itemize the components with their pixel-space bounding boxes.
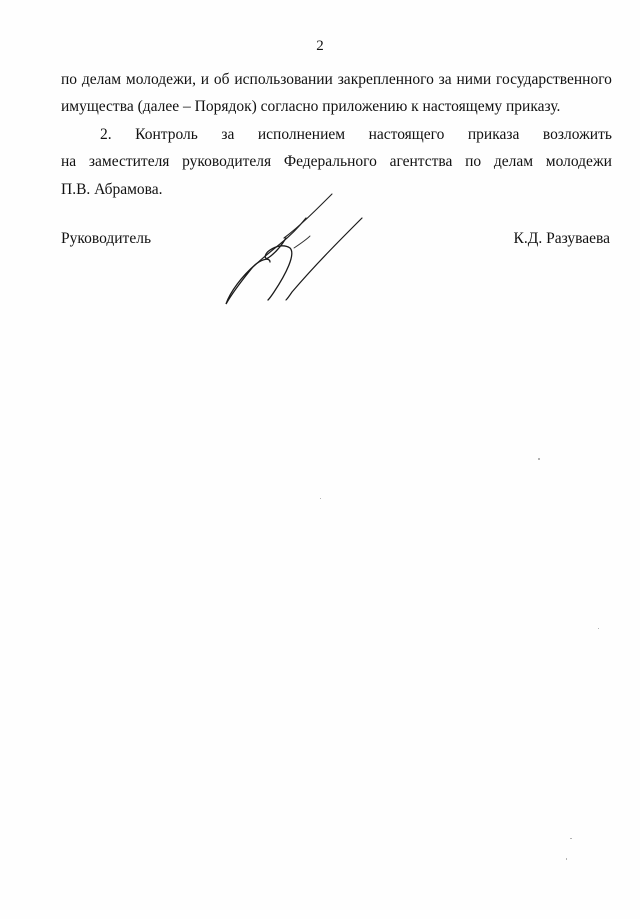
word: приказа <box>467 126 520 143</box>
word: на <box>61 153 77 170</box>
word: за <box>221 126 235 143</box>
paragraph-2-line-1 <box>100 125 612 145</box>
word: 2. <box>100 126 112 143</box>
page-number: 2 <box>316 38 324 54</box>
word: использовании <box>234 71 333 88</box>
handwritten-signature-icon <box>220 188 370 308</box>
scan-speck <box>566 858 567 860</box>
word: по <box>61 71 78 88</box>
word: агентства <box>389 153 453 170</box>
word: делам <box>81 71 122 88</box>
signer-name: К.Д. Разуваева <box>513 230 610 247</box>
scan-speck <box>538 458 540 460</box>
word: Контроль <box>135 126 198 143</box>
word: молодежи <box>545 153 612 170</box>
word: и <box>200 71 210 88</box>
word: закрепленного <box>337 71 434 88</box>
paragraph-2-line-2 <box>61 152 612 172</box>
word: государственного <box>496 71 612 88</box>
signer-title: Руководитель <box>61 230 152 247</box>
paragraph-1-line-1 <box>61 70 612 90</box>
paragraph-2-line-3: П.В. Абрамова. <box>61 181 163 198</box>
scan-speck <box>598 628 599 629</box>
word: руководителя <box>182 153 272 170</box>
paragraph-1-line-2: имущества (далее – Порядок) согласно приложению к настоящему приказу. <box>61 98 561 115</box>
word: исполнением <box>257 126 346 143</box>
word: делам <box>493 153 534 170</box>
word: ними <box>456 71 492 88</box>
word: за <box>438 71 452 88</box>
word: об <box>213 71 230 88</box>
word: молодежи, <box>125 71 196 88</box>
word: заместителя <box>88 153 170 170</box>
word: настоящего <box>368 126 445 143</box>
scan-speck <box>320 498 321 499</box>
scan-speck <box>570 838 572 839</box>
word: Федерального <box>283 153 377 170</box>
word: возложить <box>542 126 612 143</box>
word: по <box>465 153 482 170</box>
